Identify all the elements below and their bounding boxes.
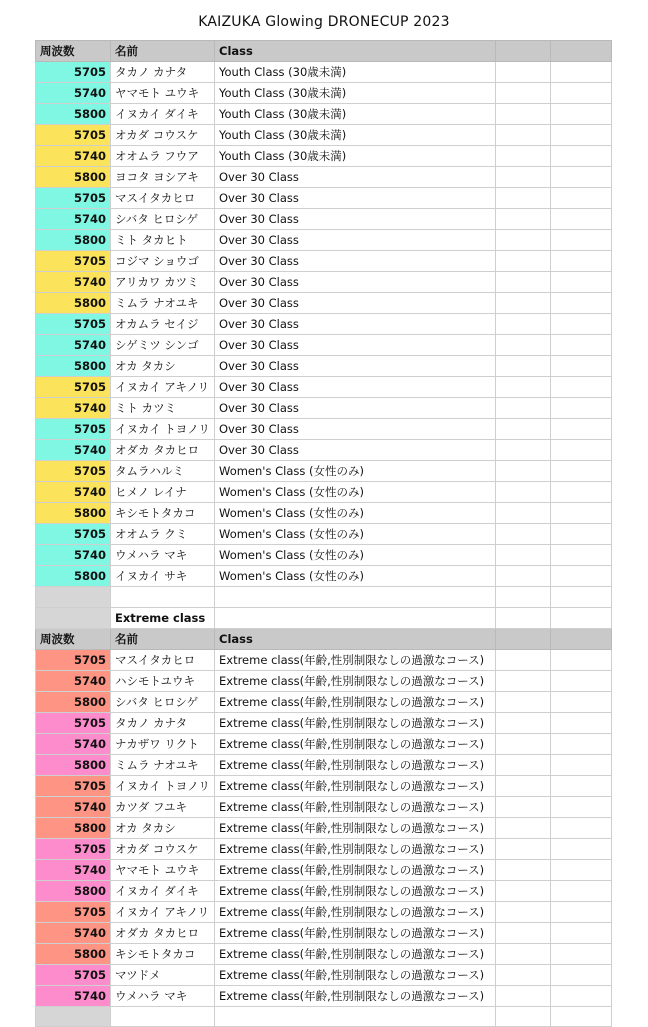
empty-cell [551,482,612,503]
table-row [36,524,612,545]
empty-cell [496,566,551,587]
empty-cell [551,104,612,125]
frequency-cell: 5800 [36,230,111,251]
table-row [36,461,612,482]
empty-cell [551,545,612,566]
empty-cell [496,314,551,335]
empty-cell [551,964,612,985]
name-cell: シバタ ヒロシゲ [111,209,215,230]
name-cell: ウメハラ マキ [111,985,215,1006]
class-cell: Extreme class(年齢,性別制限なしの過激なコース) [215,964,496,985]
empty-cell [496,419,551,440]
table-row [36,880,612,901]
empty-cell [496,587,551,608]
name-cell: シゲミツ シンゴ [111,335,215,356]
class-cell: Youth Class (30歳未満) [215,83,496,104]
class-cell: Extreme class(年齢,性別制限なしの過激なコース) [215,775,496,796]
name-cell: オカ タカシ [111,817,215,838]
frequency-cell: 5800 [36,691,111,712]
frequency-cell: 5705 [36,838,111,859]
name-cell: タカノ カナタ [111,62,215,83]
empty-cell [496,62,551,83]
name-cell: オカダ コウスケ [111,125,215,146]
empty-cell [551,775,612,796]
name-cell: イヌカイ アキノリ [111,901,215,922]
name-cell: イヌカイ サキ [111,566,215,587]
name-cell: ヤマモト ユウキ [111,859,215,880]
class-cell: Over 30 Class [215,440,496,461]
table-row [36,985,612,1006]
empty-cell [496,607,551,628]
frequency-cell: 5705 [36,314,111,335]
class-cell: Over 30 Class [215,272,496,293]
class-cell: Extreme class(年齢,性別制限なしの過激なコース) [215,733,496,754]
empty-cell [496,146,551,167]
name-cell: オカムラ セイジ [111,314,215,335]
name-cell: オオムラ フウア [111,146,215,167]
empty-cell [496,503,551,524]
name-cell: ナカザワ リクト [111,733,215,754]
frequency-cell: 5705 [36,62,111,83]
class-cell: Extreme class(年齢,性別制限なしの過激なコース) [215,943,496,964]
name-cell: キシモトタカコ [111,503,215,524]
empty-cell [551,524,612,545]
frequency-cell: 5800 [36,566,111,587]
table-row [36,545,612,566]
table-row [36,775,612,796]
empty-cell [496,649,551,670]
empty-cell [496,796,551,817]
name-cell: ヒメノ レイナ [111,482,215,503]
empty-cell [496,125,551,146]
class-cell: Extreme class(年齢,性別制限なしの過激なコース) [215,754,496,775]
header-name: 名前 [111,628,215,649]
table-row [36,964,612,985]
empty-cell [496,964,551,985]
empty-cell [496,628,551,649]
frequency-cell: 5705 [36,419,111,440]
empty-cell [496,754,551,775]
empty-cell [496,440,551,461]
empty-cell [551,230,612,251]
table-row [36,83,612,104]
frequency-cell: 5740 [36,922,111,943]
empty-cell [551,251,612,272]
empty-cell [551,754,612,775]
name-cell: オカダ コウスケ [111,838,215,859]
frequency-cell: 5800 [36,880,111,901]
frequency-cell: 5740 [36,545,111,566]
frequency-cell: 5800 [36,817,111,838]
empty-cell [496,985,551,1006]
name-cell: マスイタカヒロ [111,188,215,209]
empty-cell [111,587,215,608]
name-cell: イヌカイ トヨノリ [111,419,215,440]
empty-cell [496,230,551,251]
table-row [36,230,612,251]
table-row [36,146,612,167]
class-cell: Youth Class (30歳未満) [215,62,496,83]
empty-cell [496,712,551,733]
empty-cell [496,482,551,503]
class-cell: Youth Class (30歳未満) [215,146,496,167]
class-cell: Extreme class(年齢,性別制限なしの過激なコース) [215,985,496,1006]
table-row [36,859,612,880]
frequency-cell: 5740 [36,209,111,230]
class-cell: Extreme class(年齢,性別制限なしの過激なコース) [215,712,496,733]
empty-cell [551,607,612,628]
frequency-cell: 5740 [36,335,111,356]
table-row [36,796,612,817]
empty-cell [551,649,612,670]
table-row [36,943,612,964]
empty-cell [496,838,551,859]
frequency-cell: 5740 [36,482,111,503]
schedule-table [35,40,612,1027]
header-freq: 周波数 [36,41,111,62]
class-cell: Extreme class(年齢,性別制限なしの過激なコース) [215,880,496,901]
empty-cell [551,62,612,83]
frequency-cell: 5740 [36,440,111,461]
table-row [36,188,612,209]
empty-cell [496,733,551,754]
table-row [36,649,612,670]
table-row [36,314,612,335]
empty-cell [496,524,551,545]
empty-cell [496,901,551,922]
empty-cell [551,335,612,356]
frequency-cell: 5740 [36,83,111,104]
empty-cell [551,566,612,587]
empty-cell [551,293,612,314]
empty-cell [496,817,551,838]
class-cell: Extreme class(年齢,性別制限なしの過激なコース) [215,817,496,838]
name-cell: ミト タカヒト [111,230,215,251]
class-cell: Women's Class (女性のみ) [215,461,496,482]
empty-cell [551,272,612,293]
class-cell: Extreme class(年齢,性別制限なしの過激なコース) [215,901,496,922]
empty-cell [496,545,551,566]
empty-cell [496,775,551,796]
blank-row [36,587,612,608]
empty-cell [551,503,612,524]
table-row [36,167,612,188]
empty-cell [551,628,612,649]
header-row [36,41,612,62]
class-cell: Women's Class (女性のみ) [215,566,496,587]
header-name: 名前 [111,41,215,62]
empty-cell [551,83,612,104]
class-cell: Over 30 Class [215,377,496,398]
table-row [36,209,612,230]
class-cell: Over 30 Class [215,356,496,377]
section-label: Extreme class [111,607,215,628]
table-row [36,377,612,398]
empty-cell [551,146,612,167]
name-cell: マスイタカヒロ [111,649,215,670]
empty-cell [496,335,551,356]
table-row [36,670,612,691]
frequency-cell: 5800 [36,104,111,125]
name-cell: マツドメ [111,964,215,985]
frequency-cell: 5740 [36,733,111,754]
empty-cell [496,251,551,272]
empty-cell [551,398,612,419]
class-cell: Over 30 Class [215,167,496,188]
table-row [36,691,612,712]
empty-cell [496,922,551,943]
class-cell: Women's Class (女性のみ) [215,545,496,566]
class-cell: Over 30 Class [215,398,496,419]
empty-cell [551,838,612,859]
frequency-cell: 5705 [36,461,111,482]
frequency-cell: 5800 [36,943,111,964]
table-row [36,125,612,146]
empty-cell [551,419,612,440]
frequency-cell: 5740 [36,859,111,880]
empty-cell [496,377,551,398]
name-cell: シバタ ヒロシゲ [111,691,215,712]
class-cell: Youth Class (30歳未満) [215,104,496,125]
name-cell: ヨコタ ヨシアキ [111,167,215,188]
empty-cell [551,125,612,146]
empty-cell [551,587,612,608]
name-cell: ハシモトユウキ [111,670,215,691]
frequency-cell: 5705 [36,649,111,670]
frequency-cell: 5705 [36,125,111,146]
frequency-cell: 5705 [36,251,111,272]
name-cell: ミト カツミ [111,398,215,419]
empty-cell [496,209,551,230]
class-cell: Women's Class (女性のみ) [215,524,496,545]
name-cell: ミムラ ナオユキ [111,754,215,775]
table-row [36,272,612,293]
table-row [36,440,612,461]
class-cell: Over 30 Class [215,314,496,335]
empty-cell [551,922,612,943]
frequency-cell: 5800 [36,503,111,524]
class-cell: Youth Class (30歳未満) [215,125,496,146]
class-cell: Over 30 Class [215,335,496,356]
class-cell: Over 30 Class [215,293,496,314]
frequency-cell: 5705 [36,901,111,922]
name-cell: カツダ フユキ [111,796,215,817]
empty-cell [551,712,612,733]
empty-cell [551,880,612,901]
name-cell: タカノ カナタ [111,712,215,733]
empty-cell [496,188,551,209]
frequency-cell: 5740 [36,146,111,167]
name-cell: オオムラ クミ [111,524,215,545]
empty-cell [551,377,612,398]
name-cell: ウメハラ マキ [111,545,215,566]
empty-cell [551,817,612,838]
name-cell: イヌカイ ダイキ [111,880,215,901]
empty-cell [551,901,612,922]
frequency-cell: 5705 [36,524,111,545]
name-cell: キシモトタカコ [111,943,215,964]
empty-cell [551,440,612,461]
empty-cell [496,859,551,880]
table-row [36,293,612,314]
table-row [36,398,612,419]
table-row [36,62,612,83]
empty-cell [496,670,551,691]
class-cell: Over 30 Class [215,419,496,440]
class-cell: Women's Class (女性のみ) [215,482,496,503]
name-cell: イヌカイ アキノリ [111,377,215,398]
empty-cell [551,691,612,712]
empty-cell [496,691,551,712]
class-cell: Over 30 Class [215,230,496,251]
name-cell: オダカ タカヒロ [111,440,215,461]
empty-cell [551,461,612,482]
name-cell: アリカワ カツミ [111,272,215,293]
empty-cell [551,314,612,335]
empty-cell [496,41,551,62]
header-class: Class [215,628,496,649]
class-cell: Extreme class(年齢,性別制限なしの過激なコース) [215,649,496,670]
empty-cell [496,272,551,293]
class-cell: Extreme class(年齢,性別制限なしの過激なコース) [215,691,496,712]
table-row [36,901,612,922]
empty-cell [551,209,612,230]
frequency-cell: 5740 [36,272,111,293]
table-row [36,754,612,775]
frequency-cell: 5800 [36,754,111,775]
frequency-cell: 5740 [36,398,111,419]
empty-cell [496,356,551,377]
empty-cell [551,796,612,817]
name-cell: タムラハルミ [111,461,215,482]
empty-cell [496,83,551,104]
class-cell: Over 30 Class [215,209,496,230]
frequency-cell: 5705 [36,712,111,733]
frequency-cell: 5740 [36,985,111,1006]
empty-cell [496,461,551,482]
name-cell: イヌカイ トヨノリ [111,775,215,796]
frequency-cell: 5705 [36,188,111,209]
class-cell: Extreme class(年齢,性別制限なしの過激なコース) [215,796,496,817]
empty-cell [496,880,551,901]
empty-cell [551,167,612,188]
empty-cell [551,859,612,880]
empty-cell [496,293,551,314]
table-row [36,419,612,440]
header-class: Class [215,41,496,62]
frequency-cell: 5800 [36,293,111,314]
header-row [36,628,612,649]
empty-cell [496,398,551,419]
empty-cell [36,587,111,608]
name-cell: オダカ タカヒロ [111,922,215,943]
name-cell: ヤマモト ユウキ [111,83,215,104]
class-cell: Women's Class (女性のみ) [215,503,496,524]
frequency-cell: 5740 [36,670,111,691]
empty-cell [551,733,612,754]
frequency-cell: 5800 [36,356,111,377]
table-row [36,482,612,503]
name-cell: オカ タカシ [111,356,215,377]
frequency-cell: 5705 [36,964,111,985]
empty-cell [551,356,612,377]
schedule-table-body [36,41,612,1027]
frequency-cell: 5705 [36,377,111,398]
frequency-cell: 5740 [36,796,111,817]
table-row [36,335,612,356]
empty-cell [551,670,612,691]
frequency-cell: 5800 [36,167,111,188]
empty-cell [551,188,612,209]
section-row [36,607,612,628]
empty-cell [36,607,111,628]
class-cell: Extreme class(年齢,性別制限なしの過激なコース) [215,922,496,943]
table-row [36,104,612,125]
table-row [36,356,612,377]
empty-cell [551,41,612,62]
class-cell: Over 30 Class [215,188,496,209]
name-cell: コジマ ショウゴ [111,251,215,272]
header-freq: 周波数 [36,628,111,649]
empty-cell [551,943,612,964]
table-row [36,922,612,943]
name-cell: イヌカイ ダイキ [111,104,215,125]
class-cell: Over 30 Class [215,251,496,272]
table-row [36,733,612,754]
class-cell: Extreme class(年齢,性別制限なしの過激なコース) [215,838,496,859]
page-title: KAIZUKA Glowing DRONECUP 2023 [198,14,450,30]
empty-cell [496,943,551,964]
empty-cell [215,587,496,608]
class-cell: Extreme class(年齢,性別制限なしの過激なコース) [215,670,496,691]
empty-cell [215,607,496,628]
frequency-cell: 5705 [36,775,111,796]
table-row [36,251,612,272]
table-row [36,503,612,524]
table-row [36,817,612,838]
empty-cell [496,104,551,125]
table-row [36,566,612,587]
empty-cell [551,985,612,1006]
empty-cell [496,167,551,188]
table-row [36,712,612,733]
table-row [36,838,612,859]
class-cell: Extreme class(年齢,性別制限なしの過激なコース) [215,859,496,880]
name-cell: ミムラ ナオユキ [111,293,215,314]
